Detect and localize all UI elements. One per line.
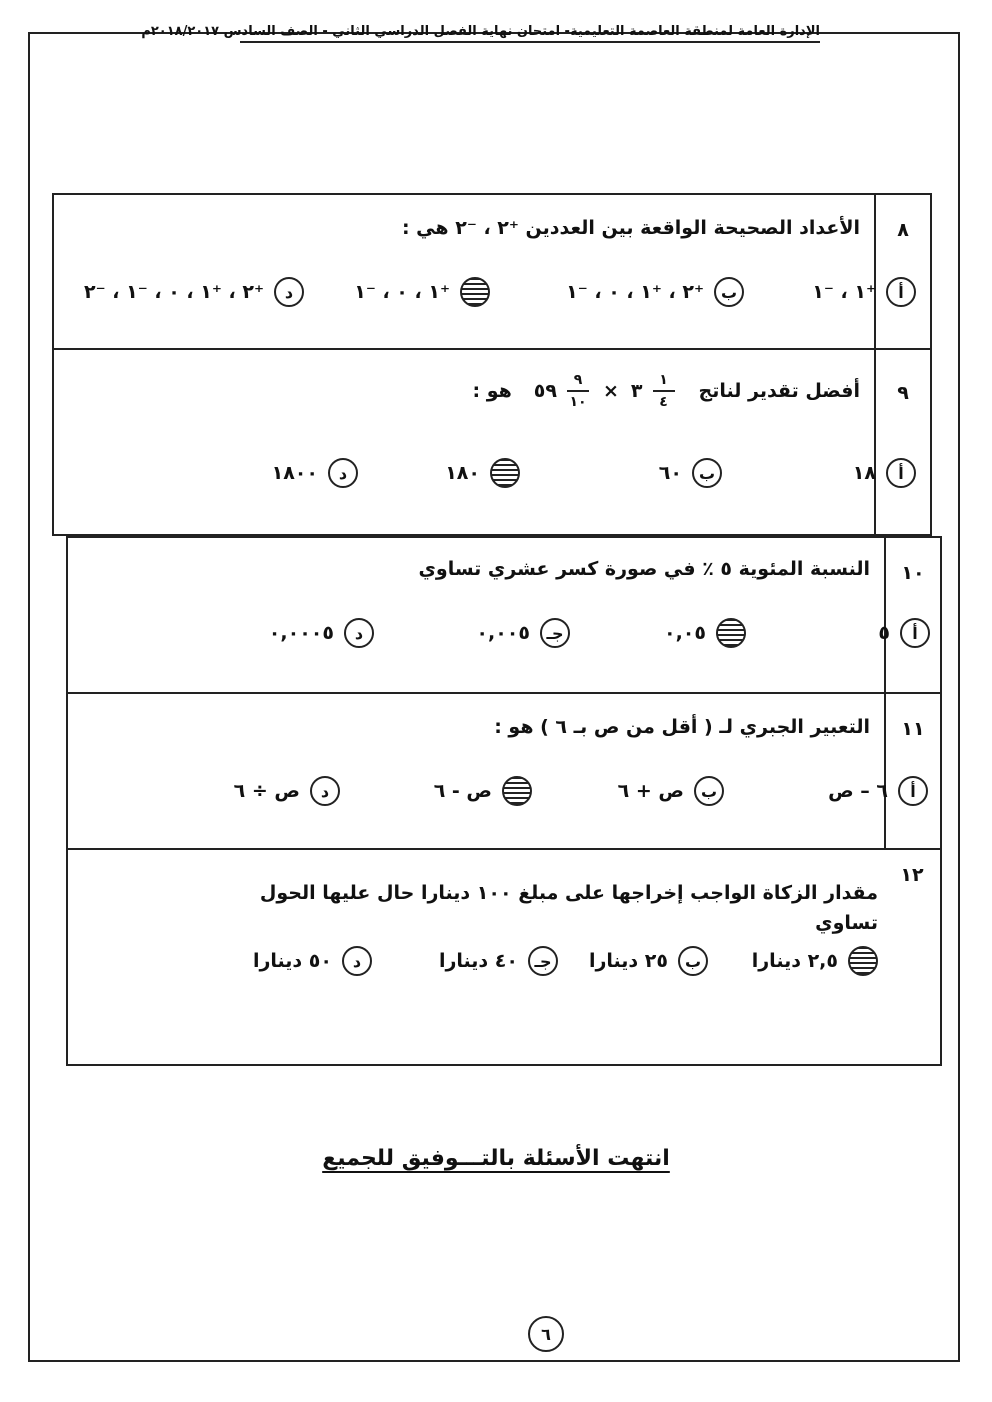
question-stem bbox=[472, 372, 860, 410]
fraction-denominator: ١٠ bbox=[569, 394, 587, 410]
closing-message bbox=[0, 1146, 992, 1171]
question-stem: النسبة المئوية ٥ ٪ في صورة كسر عشري تساوي bbox=[418, 558, 870, 580]
option-letter-badge: ب bbox=[678, 946, 708, 976]
whole-fifty-nine: ٥٩ bbox=[533, 380, 557, 402]
option-a-marked[interactable] bbox=[752, 946, 878, 976]
option-letter-badge-marked bbox=[490, 458, 520, 488]
question-row-9 bbox=[54, 350, 930, 538]
option-d[interactable] bbox=[234, 776, 340, 806]
fraction-bar bbox=[653, 390, 675, 392]
fraction-quarter bbox=[653, 372, 675, 410]
whole-three: ٣ bbox=[630, 380, 643, 402]
option-text: ص - ٦ bbox=[433, 780, 492, 802]
option-a[interactable] bbox=[878, 618, 930, 648]
option-a[interactable] bbox=[812, 277, 916, 307]
option-text: ٦ – ص bbox=[828, 780, 888, 802]
option-letter-badge-marked bbox=[502, 776, 532, 806]
option-d[interactable] bbox=[269, 618, 374, 648]
question-row-10 bbox=[68, 538, 940, 694]
option-text: ⁺١ ، ⁻١ bbox=[812, 281, 876, 303]
option-text: ١٨٠ bbox=[445, 462, 480, 484]
option-c-marked[interactable] bbox=[445, 458, 520, 488]
question-number: ١١ bbox=[884, 694, 940, 848]
option-text: ⁺١ ، ٠ ، ⁻١ bbox=[354, 281, 450, 303]
option-text: ٠,٠٥ bbox=[663, 622, 706, 644]
option-d[interactable] bbox=[253, 946, 372, 976]
option-b[interactable] bbox=[659, 458, 722, 488]
option-c-marked[interactable] bbox=[434, 776, 532, 806]
option-a[interactable] bbox=[828, 776, 928, 806]
question-number: ١٠ bbox=[884, 538, 940, 692]
option-text: ⁺٢ ، ⁺١ ، ٠ ، ⁻١ bbox=[566, 281, 704, 303]
questions-table-top bbox=[52, 193, 932, 536]
option-letter-badge: جـ bbox=[528, 946, 558, 976]
option-text: ص ÷ ٦ bbox=[233, 780, 300, 802]
option-c-marked[interactable] bbox=[354, 277, 490, 307]
fraction-nine-tenths bbox=[567, 372, 589, 410]
option-b[interactable] bbox=[618, 776, 724, 806]
option-text: ٥ bbox=[878, 622, 890, 644]
option-letter-badge: د bbox=[310, 776, 340, 806]
option-letter-badge: أ bbox=[886, 458, 916, 488]
option-letter-badge-marked bbox=[716, 618, 746, 648]
question-number: ١٢ bbox=[900, 864, 924, 886]
question-row-12 bbox=[68, 850, 940, 1068]
option-letter-badge: د bbox=[344, 618, 374, 648]
option-text: ص + ٦ bbox=[617, 780, 684, 802]
option-text: ١٨٠٠ bbox=[271, 462, 318, 484]
option-a[interactable] bbox=[853, 458, 916, 488]
question-number: ٩ bbox=[874, 350, 930, 538]
page-number: ٦ bbox=[528, 1316, 564, 1352]
exam-header: الإدارة العامة لمنطقة العاصمة التعليمية- امتحان نهاية الفصل الدراسي الثاني - الصف السادس ٢٠١٨/٢٠١٧م bbox=[240, 24, 820, 43]
question-number: ٨ bbox=[874, 195, 930, 348]
option-letter-badge: جـ bbox=[540, 618, 570, 648]
option-b[interactable] bbox=[589, 946, 708, 976]
stem-prefix: أفضل تقدير لناتج bbox=[698, 380, 860, 402]
option-b-marked[interactable] bbox=[664, 618, 746, 648]
option-letter-badge: د bbox=[328, 458, 358, 488]
option-text: ١٨ bbox=[852, 462, 876, 484]
option-text: ٤٠ دينارا bbox=[438, 950, 518, 972]
option-b[interactable] bbox=[566, 277, 744, 307]
question-stem: الأعداد الصحيحة الواقعة بين العددين ⁺٢ ، ⁻٢ هي : bbox=[401, 217, 860, 239]
option-c[interactable] bbox=[439, 946, 558, 976]
option-letter-badge: أ bbox=[900, 618, 930, 648]
option-d[interactable] bbox=[272, 458, 358, 488]
option-letter-badge-marked bbox=[848, 946, 878, 976]
option-letter-badge: ب bbox=[692, 458, 722, 488]
option-text: ٢٥ دينارا bbox=[588, 950, 668, 972]
option-letter-badge: د bbox=[342, 946, 372, 976]
option-letter-badge: أ bbox=[898, 776, 928, 806]
option-d[interactable] bbox=[84, 277, 304, 307]
option-text: ٥٠ دينارا bbox=[252, 950, 332, 972]
closing-text: انتهت الأسئلة بالتـــوفيق للجميع bbox=[322, 1146, 670, 1171]
times-sign: × bbox=[603, 380, 619, 402]
option-letter-badge: ب bbox=[694, 776, 724, 806]
option-letter-badge: ب bbox=[714, 277, 744, 307]
option-letter-badge: د bbox=[274, 277, 304, 307]
fraction-denominator: ٤ bbox=[659, 394, 668, 410]
option-letter-badge: أ bbox=[886, 277, 916, 307]
stem-suffix: هو : bbox=[472, 380, 512, 402]
option-text: ٢,٥ دينارا bbox=[751, 950, 838, 972]
fraction-numerator: ٩ bbox=[573, 372, 583, 388]
question-stem: مقدار الزكاة الواجب إخراجها على مبلغ ١٠٠ دينارا حال عليها الحول تساوي bbox=[259, 882, 878, 934]
question-stem: التعبير الجبري لـ ( أقل من ص بـ ٦ ) هو : bbox=[494, 716, 870, 738]
fraction-bar bbox=[567, 390, 589, 392]
option-letter-badge-marked bbox=[460, 277, 490, 307]
question-row-8 bbox=[54, 195, 930, 350]
option-text: ٠,٠٠٠٥ bbox=[268, 622, 334, 644]
option-text: ٠,٠٠٥ bbox=[476, 622, 530, 644]
option-text: ⁺٢ ، ⁺١ ، ٠ ، ⁻١ ، ⁻٢ bbox=[84, 281, 264, 303]
question-row-11 bbox=[68, 694, 940, 850]
option-c[interactable] bbox=[476, 618, 570, 648]
fraction-numerator: ١ bbox=[659, 372, 668, 388]
option-text: ٦٠ bbox=[658, 462, 682, 484]
questions-table-bottom bbox=[66, 536, 942, 1066]
